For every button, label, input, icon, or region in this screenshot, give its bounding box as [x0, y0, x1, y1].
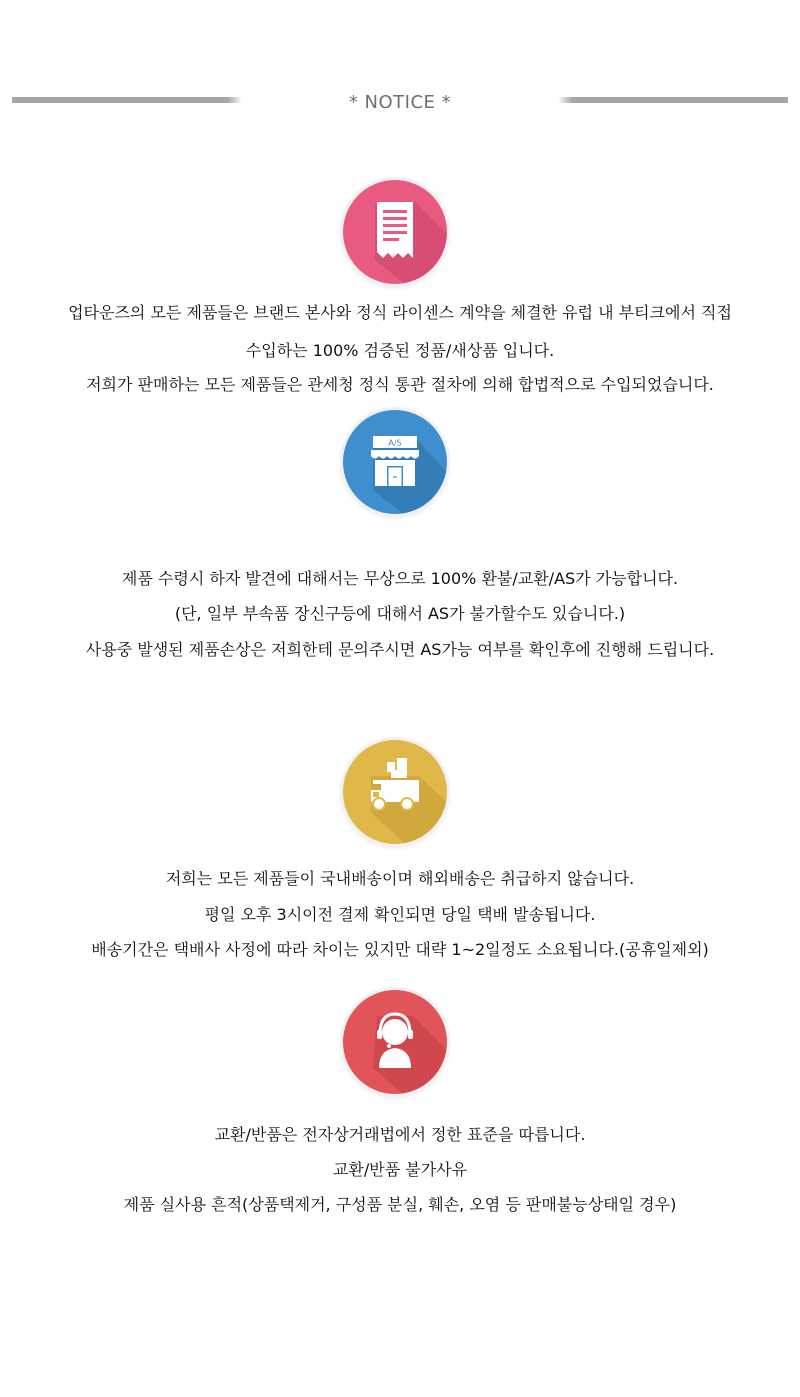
store-icon — [343, 410, 447, 514]
divider-right-fade — [558, 97, 572, 103]
section-2-line-3: 사용중 발생된 제품손상은 저희한테 문의주시면 AS가능 여부를 확인후에 진행해 드립니다. — [85, 640, 715, 659]
section-4-line-2: 교환/반품 불가사유 — [332, 1160, 468, 1179]
section-1-line-3: 저희가 판매하는 모든 제품들은 관세청 정식 통관 절차에 의해 합법적으로 수입되었습니다. — [86, 375, 714, 394]
store-sign-text: A/S — [388, 438, 402, 448]
section-4-line-1: 교환/반품은 전자상거래법에서 정한 표준을 따릅니다. — [214, 1125, 586, 1144]
receipt-icon — [343, 180, 447, 284]
section-2-line-1: 제품 수령시 하자 발견에 대해서는 무상으로 100% 환불/교환/AS가 가능합니다. — [121, 569, 679, 588]
section-4-line-3: 제품 실사용 흔적(상품택제거, 구성품 분실, 훼손, 오염 등 판매불능상태일 경우) — [123, 1195, 677, 1214]
section-3-line-2: 평일 오후 3시이전 결제 확인되면 당일 택배 발송됩니다. — [204, 905, 596, 924]
notice-title: * NOTICE * — [348, 92, 452, 113]
customer-service-icon — [343, 990, 447, 1094]
divider-right — [572, 97, 788, 103]
section-1-line-2: 수입하는 100% 검증된 정품/새상품 입니다. — [245, 341, 555, 360]
section-3-line-3: 배송기간은 택배사 사정에 따라 차이는 있지만 대략 1~2일정도 소요됩니다.(공휴일제외) — [91, 940, 709, 959]
delivery-truck-icon — [343, 740, 447, 844]
section-1-line-1: 업타운즈의 모든 제품들은 브랜드 본사와 정식 라이센스 계약을 체결한 유럽 내 부티크에서 직접 — [68, 303, 732, 322]
section-3-line-1: 저희는 모든 제품들이 국내배송이며 해외배송은 취급하지 않습니다. — [165, 869, 635, 888]
section-2-line-2: (단, 일부 부속품 장신구등에 대해서 AS가 불가할수도 있습니다.) — [174, 604, 626, 623]
notice-header — [0, 92, 800, 120]
